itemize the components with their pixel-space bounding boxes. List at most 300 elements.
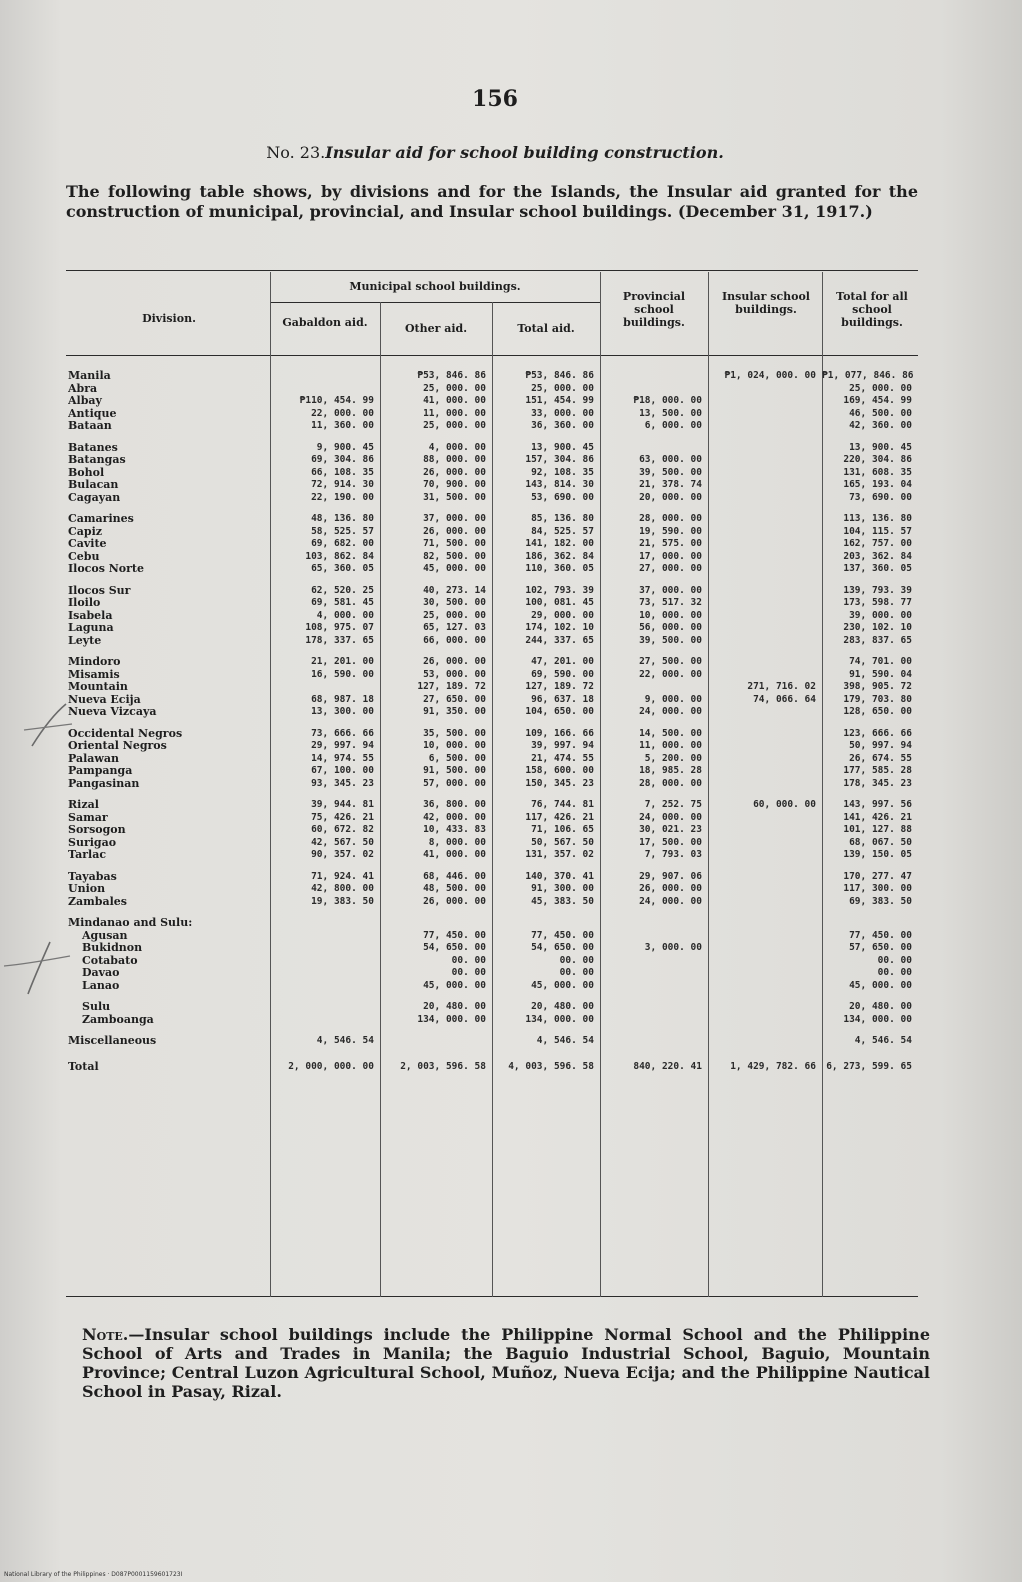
gabaldon-aid-cell: 42, 800. 00: [311, 883, 374, 894]
division-name: Davao: [82, 967, 120, 979]
total-all-cell: 170, 277. 47: [843, 870, 912, 882]
gabaldon-aid-cell: 13, 300. 00: [311, 706, 374, 717]
division-name: Nueva Vizcaya: [68, 706, 157, 718]
provincial-cell: ₱18, 000. 00: [633, 395, 702, 406]
total-all-cell: 00. 00: [877, 954, 912, 966]
total-all-cell: 230, 102. 10: [843, 622, 912, 633]
other-aid-cell: [380, 917, 492, 930]
insular-cell: [708, 454, 822, 467]
other-aid-cell: 57, 000. 00: [423, 777, 486, 789]
division-name: Ilocos Sur: [68, 584, 131, 597]
total-all-cell: 13, 900. 45: [849, 441, 912, 453]
provincial-cell: 19, 590. 00: [639, 525, 702, 537]
gabaldon-aid-cell: ₱110, 454. 99: [299, 395, 374, 406]
total-aid-cell: 47, 201. 00: [531, 656, 594, 667]
division-name: Tarlac: [68, 849, 107, 861]
gabaldon-aid-cell: 48, 136. 80: [311, 513, 374, 524]
table-row: [68, 824, 918, 837]
total-all-cell: 143, 997. 56: [843, 799, 912, 810]
total-aid-cell: 4, 546. 54: [536, 1035, 594, 1046]
insular-cell: [708, 622, 822, 635]
spacer-cell: [68, 433, 918, 442]
division-name: Surigao: [68, 836, 117, 849]
total-aid-cell: 127, 189. 72: [525, 681, 594, 692]
gabaldon-aid-cell: 93, 345. 23: [311, 777, 374, 789]
table-row: [68, 812, 918, 825]
division-name: Miscellaneous: [68, 1035, 157, 1047]
total-aid-cell: 00. 00: [559, 967, 594, 978]
insular-cell: [708, 563, 822, 576]
total-aid-cell: 110, 360. 05: [525, 563, 594, 574]
spacer-cell: [68, 908, 918, 917]
total-aid-cell: 102, 793. 39: [525, 584, 594, 596]
provincial-cell: 39, 500. 00: [639, 466, 702, 478]
spacer-cell: [68, 790, 918, 799]
division-name: Zambales: [68, 895, 127, 908]
table-row: [68, 917, 918, 930]
insular-cell: [708, 383, 822, 396]
spacer-cell: [68, 719, 918, 728]
gabaldon-aid-cell: [270, 1001, 380, 1014]
total-aid-cell: 85, 136. 80: [531, 513, 594, 524]
total-aid-cell: 157, 304. 86: [525, 454, 594, 465]
gabaldon-aid-cell: [270, 917, 380, 930]
total-all-cell: 398, 905. 72: [843, 681, 912, 692]
total-aid-cell: 84, 525. 57: [531, 525, 594, 537]
total-all-cell: 77, 450. 00: [849, 929, 912, 941]
division-name: Agusan: [82, 929, 128, 942]
provincial-cell: 73, 517. 32: [639, 597, 702, 608]
other-aid-cell: 45, 000. 00: [423, 979, 486, 991]
table-row: [68, 454, 918, 467]
division-name: Bataan: [68, 420, 112, 432]
other-aid-cell: 37, 000. 00: [423, 513, 486, 524]
provincial-cell: 10, 000. 00: [639, 609, 702, 621]
insular-cell: [708, 492, 822, 505]
division-name: Sulu: [82, 1001, 111, 1013]
insular-cell: [708, 967, 822, 980]
total-aid-cell: 91, 300. 00: [531, 883, 594, 894]
spacer-row: [68, 862, 918, 871]
table-row: [68, 395, 918, 408]
other-aid-cell: 91, 350. 00: [423, 706, 486, 717]
insular-cell: [708, 812, 822, 825]
provincial-cell: 24, 000. 00: [639, 811, 702, 823]
provincial-cell: [600, 1014, 708, 1027]
total-all-cell: 179, 703. 80: [843, 693, 912, 705]
total-all-cell: 203, 362. 84: [843, 550, 912, 562]
division-name: Palawan: [68, 752, 120, 765]
insular-cell: [708, 706, 822, 719]
total-all-cell: 68, 067. 50: [849, 836, 912, 848]
total-aid-cell: 100, 081. 45: [525, 597, 594, 608]
insular-cell: 1, 429, 782. 66: [730, 1060, 816, 1072]
gabaldon-aid-cell: 108, 975. 07: [305, 622, 374, 633]
header-gabaldon-aid: Gabaldon aid.: [282, 316, 368, 329]
total-all-cell: 4, 546. 54: [854, 1035, 912, 1046]
total-row: [68, 1057, 918, 1077]
table-caption: Insular aid for school building construction.: [325, 143, 724, 162]
other-aid-cell: 41, 000. 00: [423, 395, 486, 406]
division-name: Pampanga: [68, 765, 133, 777]
gabaldon-aid-cell: 178, 337. 65: [305, 634, 374, 646]
insular-cell: [708, 871, 822, 884]
total-aid-cell: 00. 00: [559, 954, 594, 966]
gabaldon-aid-cell: 11, 360. 00: [311, 420, 374, 431]
provincial-cell: 28, 000. 00: [639, 513, 702, 524]
total-aid-cell: 25, 000. 00: [531, 382, 594, 394]
other-aid-cell: 71, 500. 00: [423, 538, 486, 549]
total-all-cell: 162, 757. 00: [843, 538, 912, 549]
insular-cell: [708, 740, 822, 753]
insular-cell: [708, 635, 822, 648]
table-row: [68, 799, 918, 812]
total-aid-cell: 71, 106. 65: [531, 824, 594, 835]
insular-cell: [708, 420, 822, 433]
gabaldon-aid-cell: [270, 930, 380, 943]
division-name: Ilocos Norte: [68, 563, 144, 575]
spacer-row: [68, 1048, 918, 1057]
division-name: Albay: [68, 395, 102, 407]
division-name: Tayabas: [68, 870, 117, 883]
total-all-cell: 39, 000. 00: [849, 609, 912, 621]
table-row: [68, 383, 918, 396]
other-aid-cell: 2, 003, 596. 58: [400, 1060, 486, 1072]
insular-cell: [708, 467, 822, 480]
provincial-cell: [600, 980, 708, 993]
insular-cell: 271, 716. 02: [747, 681, 816, 692]
total-all-cell: 69, 383. 50: [849, 895, 912, 907]
division-name: Mindoro: [68, 656, 121, 668]
municipal-group-rule: [270, 302, 600, 303]
table-row: [68, 980, 918, 993]
other-aid-cell: 6, 500. 00: [428, 752, 486, 764]
page-number: 156: [472, 86, 518, 112]
provincial-cell: 13, 500. 00: [639, 407, 702, 419]
division-name: Abra: [68, 382, 98, 395]
provincial-cell: 21, 575. 00: [639, 538, 702, 549]
insular-cell: 74, 066. 64: [753, 693, 816, 705]
gabaldon-aid-cell: 9, 900. 45: [316, 441, 374, 453]
provincial-cell: 24, 000. 00: [639, 706, 702, 717]
provincial-cell: [600, 930, 708, 943]
total-aid-cell: 131, 357. 02: [525, 849, 594, 860]
provincial-cell: [600, 955, 708, 968]
table-row: [68, 1035, 918, 1048]
spacer-row: [68, 908, 918, 917]
other-aid-cell: 134, 000. 00: [417, 1013, 486, 1025]
table-row: [68, 883, 918, 896]
division-name: Bukidnon: [82, 942, 143, 954]
table-row: [68, 849, 918, 862]
provincial-cell: 28, 000. 00: [639, 777, 702, 789]
other-aid-cell: 20, 480. 00: [423, 1001, 486, 1012]
other-aid-cell: 26, 000. 00: [423, 656, 486, 667]
total-all-cell: 46, 500. 00: [849, 407, 912, 419]
table-row: [68, 706, 918, 719]
total-all-cell: 104, 115. 57: [843, 525, 912, 537]
table-row: [68, 871, 918, 884]
pencil-check-mark: [2, 940, 72, 996]
gabaldon-aid-cell: 22, 000. 00: [311, 407, 374, 419]
gabaldon-aid-cell: 65, 360. 05: [311, 563, 374, 574]
insular-cell: [708, 1014, 822, 1027]
total-aid-cell: 54, 650. 00: [531, 942, 594, 953]
table-row: [68, 538, 918, 551]
division-name: Cavite: [68, 538, 107, 550]
total-all-cell: 131, 608. 35: [843, 466, 912, 478]
division-name: Misamis: [68, 668, 120, 681]
division-name: Total: [68, 1059, 99, 1073]
total-aid-cell: 143, 814. 30: [525, 479, 594, 490]
total-all-cell: 123, 666. 66: [843, 727, 912, 739]
provincial-cell: 17, 500. 00: [639, 836, 702, 848]
total-aid-cell: 134, 000. 00: [525, 1013, 594, 1025]
total-aid-cell: 13, 900. 45: [531, 441, 594, 453]
other-aid-cell: 41, 000. 00: [423, 849, 486, 860]
division-name: Antique: [68, 407, 117, 420]
division-name: Camarines: [68, 513, 134, 525]
insular-cell: [708, 585, 822, 598]
gabaldon-aid-cell: 69, 581. 45: [311, 597, 374, 608]
gabaldon-aid-cell: 67, 100. 00: [311, 765, 374, 776]
insular-cell: [708, 395, 822, 408]
table-row: [68, 967, 918, 980]
spacer-cell: [68, 1026, 918, 1035]
provincial-cell: 56, 000. 00: [639, 622, 702, 633]
other-aid-cell: 10, 433. 83: [423, 824, 486, 835]
table-row: [68, 728, 918, 741]
other-aid-cell: 26, 000. 00: [423, 525, 486, 537]
division-name: Bohol: [68, 466, 105, 479]
total-all-cell: 128, 650. 00: [843, 706, 912, 717]
table-row: [68, 597, 918, 610]
footer-credit: National Library of the Philippines · D087P0001159601723I: [4, 1571, 183, 1578]
other-aid-cell: 40, 273. 14: [423, 584, 486, 596]
other-aid-cell: 70, 900. 00: [423, 479, 486, 490]
gabaldon-aid-cell: [270, 383, 380, 396]
total-aid-cell: 186, 362. 84: [525, 550, 594, 562]
other-aid-cell: 26, 000. 00: [423, 466, 486, 478]
spacer-cell: [68, 1048, 918, 1057]
table-row: [68, 765, 918, 778]
other-aid-cell: 11, 000. 00: [423, 407, 486, 419]
gabaldon-aid-cell: [270, 955, 380, 968]
provincial-cell: 17, 000. 00: [639, 550, 702, 562]
total-all-cell: 42, 360. 00: [849, 420, 912, 431]
table-row: [68, 479, 918, 492]
table-row: [68, 669, 918, 682]
insular-cell: [708, 728, 822, 741]
gabaldon-aid-cell: 72, 914. 30: [311, 479, 374, 490]
division-name: Lanao: [82, 979, 120, 992]
total-all-cell: 26, 674. 55: [849, 752, 912, 764]
total-aid-cell: 96, 637. 18: [531, 693, 594, 705]
header-provincial: Provincial school buildings.: [622, 290, 686, 329]
table-row: [68, 526, 918, 539]
other-aid-cell: 53, 000. 00: [423, 668, 486, 680]
spacer-row: [68, 790, 918, 799]
provincial-cell: 27, 500. 00: [639, 656, 702, 667]
table-row: [68, 513, 918, 526]
other-aid-cell: 48, 500. 00: [423, 883, 486, 894]
provincial-cell: 37, 000. 00: [639, 584, 702, 596]
total-aid-cell: 29, 000. 00: [531, 609, 594, 621]
gabaldon-aid-cell: 103, 862. 84: [305, 550, 374, 562]
table-row: [68, 656, 918, 669]
total-aid-cell: 174, 102. 10: [525, 622, 594, 633]
division-name: Cagayan: [68, 491, 121, 504]
gabaldon-aid-cell: [270, 942, 380, 955]
table-top-rule: [66, 270, 918, 271]
total-all-cell: 91, 590. 04: [849, 668, 912, 680]
spacer-row: [68, 647, 918, 656]
gabaldon-aid-cell: 69, 304. 86: [311, 454, 374, 465]
total-all-cell: 165, 193. 04: [843, 479, 912, 490]
insular-cell: [708, 1035, 822, 1048]
provincial-cell: 18, 985. 28: [639, 765, 702, 776]
insular-cell: [708, 917, 822, 930]
total-all-cell: 137, 360. 05: [843, 563, 912, 574]
other-aid-cell: ₱53, 846. 86: [417, 370, 486, 381]
total-all-cell: 141, 426. 21: [843, 811, 912, 823]
gabaldon-aid-cell: 90, 357. 02: [311, 849, 374, 860]
total-aid-cell: 140, 370. 41: [525, 870, 594, 882]
insular-cell: [708, 408, 822, 421]
table-row: [68, 753, 918, 766]
other-aid-cell: 66, 000. 00: [423, 634, 486, 646]
table-row: [68, 681, 918, 694]
spacer-row: [68, 992, 918, 1001]
provincial-cell: 30, 021. 23: [639, 824, 702, 835]
gabaldon-aid-cell: 73, 666. 66: [311, 727, 374, 739]
header-total-aid: Total aid.: [517, 322, 575, 335]
pencil-check-mark: [20, 700, 76, 750]
division-name: Rizal: [68, 799, 99, 811]
other-aid-cell: 54, 650. 00: [423, 942, 486, 953]
division-name: Capiz: [68, 525, 102, 538]
other-aid-cell: 00. 00: [451, 954, 486, 966]
total-aid-cell: 45, 000. 00: [531, 979, 594, 991]
insular-cell: [708, 930, 822, 943]
division-name: Manila: [68, 370, 111, 382]
provincial-cell: 26, 000. 00: [639, 883, 702, 894]
table-row: [68, 740, 918, 753]
other-aid-cell: 25, 000. 00: [423, 382, 486, 394]
total-all-cell: 169, 454. 99: [843, 395, 912, 406]
other-aid-cell: 77, 450. 00: [423, 929, 486, 941]
total-all-cell: 00. 00: [877, 967, 912, 978]
other-aid-cell: 30, 500. 00: [423, 597, 486, 608]
gabaldon-aid-cell: 62, 520. 25: [311, 584, 374, 596]
gabaldon-aid-cell: 22, 190. 00: [311, 491, 374, 503]
table-row: [68, 370, 918, 383]
insular-cell: [708, 538, 822, 551]
total-aid-cell: 53, 690. 00: [531, 491, 594, 503]
total-all-cell: 20, 480. 00: [849, 1001, 912, 1012]
other-aid-cell: 42, 000. 00: [423, 811, 486, 823]
provincial-cell: [600, 383, 708, 396]
gabaldon-aid-cell: 75, 426. 21: [311, 811, 374, 823]
total-aid-cell: [492, 917, 600, 930]
division-name: Samar: [68, 811, 108, 824]
insular-cell: [708, 597, 822, 610]
other-aid-cell: 00. 00: [451, 967, 486, 978]
total-aid-cell: 21, 474. 55: [531, 752, 594, 764]
gabaldon-aid-cell: [270, 967, 380, 980]
division-name: Sorsogon: [68, 824, 126, 836]
gabaldon-aid-cell: 66, 108. 35: [311, 466, 374, 478]
header-insular: Insular school buildings.: [721, 290, 810, 316]
insular-cell: [708, 513, 822, 526]
provincial-cell: [600, 370, 708, 383]
total-all-cell: 25, 000. 00: [849, 382, 912, 394]
header-other-aid: Other aid.: [404, 322, 468, 335]
total-aid-cell: 117, 426. 21: [525, 811, 594, 823]
insular-cell: [708, 849, 822, 862]
table-number: No. 23.: [266, 143, 326, 162]
header-total-all: Total for all school buildings.: [836, 290, 908, 329]
total-aid-cell: 151, 454. 99: [525, 395, 594, 406]
spacer-row: [68, 576, 918, 585]
spacer-row: [68, 433, 918, 442]
total-all-cell: 6, 273, 599. 65: [826, 1060, 912, 1072]
total-all-cell: 139, 150. 05: [843, 849, 912, 860]
provincial-cell: 21, 378. 74: [639, 479, 702, 490]
provincial-cell: [600, 442, 708, 455]
note-label: Note.: [82, 1325, 129, 1344]
aid-table-body: [68, 370, 918, 1077]
gabaldon-aid-cell: 2, 000, 000. 00: [288, 1060, 374, 1072]
total-all-cell: [822, 917, 918, 930]
table-row: [68, 408, 918, 421]
gabaldon-aid-cell: [270, 980, 380, 993]
spacer-cell: [68, 647, 918, 656]
total-aid-cell: 69, 590. 00: [531, 668, 594, 680]
provincial-cell: 29, 907. 06: [639, 870, 702, 882]
gabaldon-aid-cell: [270, 681, 380, 694]
provincial-cell: 840, 220. 41: [633, 1060, 702, 1072]
provincial-cell: 5, 200. 00: [644, 752, 702, 764]
table-row: [68, 955, 918, 968]
gabaldon-aid-cell: 42, 567. 50: [311, 836, 374, 848]
other-aid-cell: 65, 127. 03: [423, 622, 486, 633]
insular-cell: [708, 778, 822, 791]
total-all-cell: 101, 127. 88: [843, 824, 912, 835]
provincial-cell: 7, 793. 03: [644, 849, 702, 860]
insular-cell: [708, 610, 822, 623]
table-row: [68, 694, 918, 707]
insular-cell: [708, 753, 822, 766]
table-row: [68, 551, 918, 564]
provincial-cell: 11, 000. 00: [639, 740, 702, 751]
table-row: [68, 563, 918, 576]
insular-cell: [708, 1001, 822, 1014]
gabaldon-aid-cell: 4, 000. 00: [316, 609, 374, 621]
table-row: [68, 942, 918, 955]
table-row: [68, 1001, 918, 1014]
header-division: Division.: [142, 312, 196, 325]
gabaldon-aid-cell: [270, 370, 380, 383]
total-aid-cell: 50, 567. 50: [531, 836, 594, 848]
table-row: [68, 467, 918, 480]
insular-cell: [708, 980, 822, 993]
gabaldon-aid-cell: 4, 546. 54: [316, 1035, 374, 1046]
provincial-cell: 7, 252. 75: [644, 799, 702, 810]
total-aid-cell: 20, 480. 00: [531, 1001, 594, 1012]
division-name: Occidental Negros: [68, 727, 183, 740]
table-row: [68, 585, 918, 598]
